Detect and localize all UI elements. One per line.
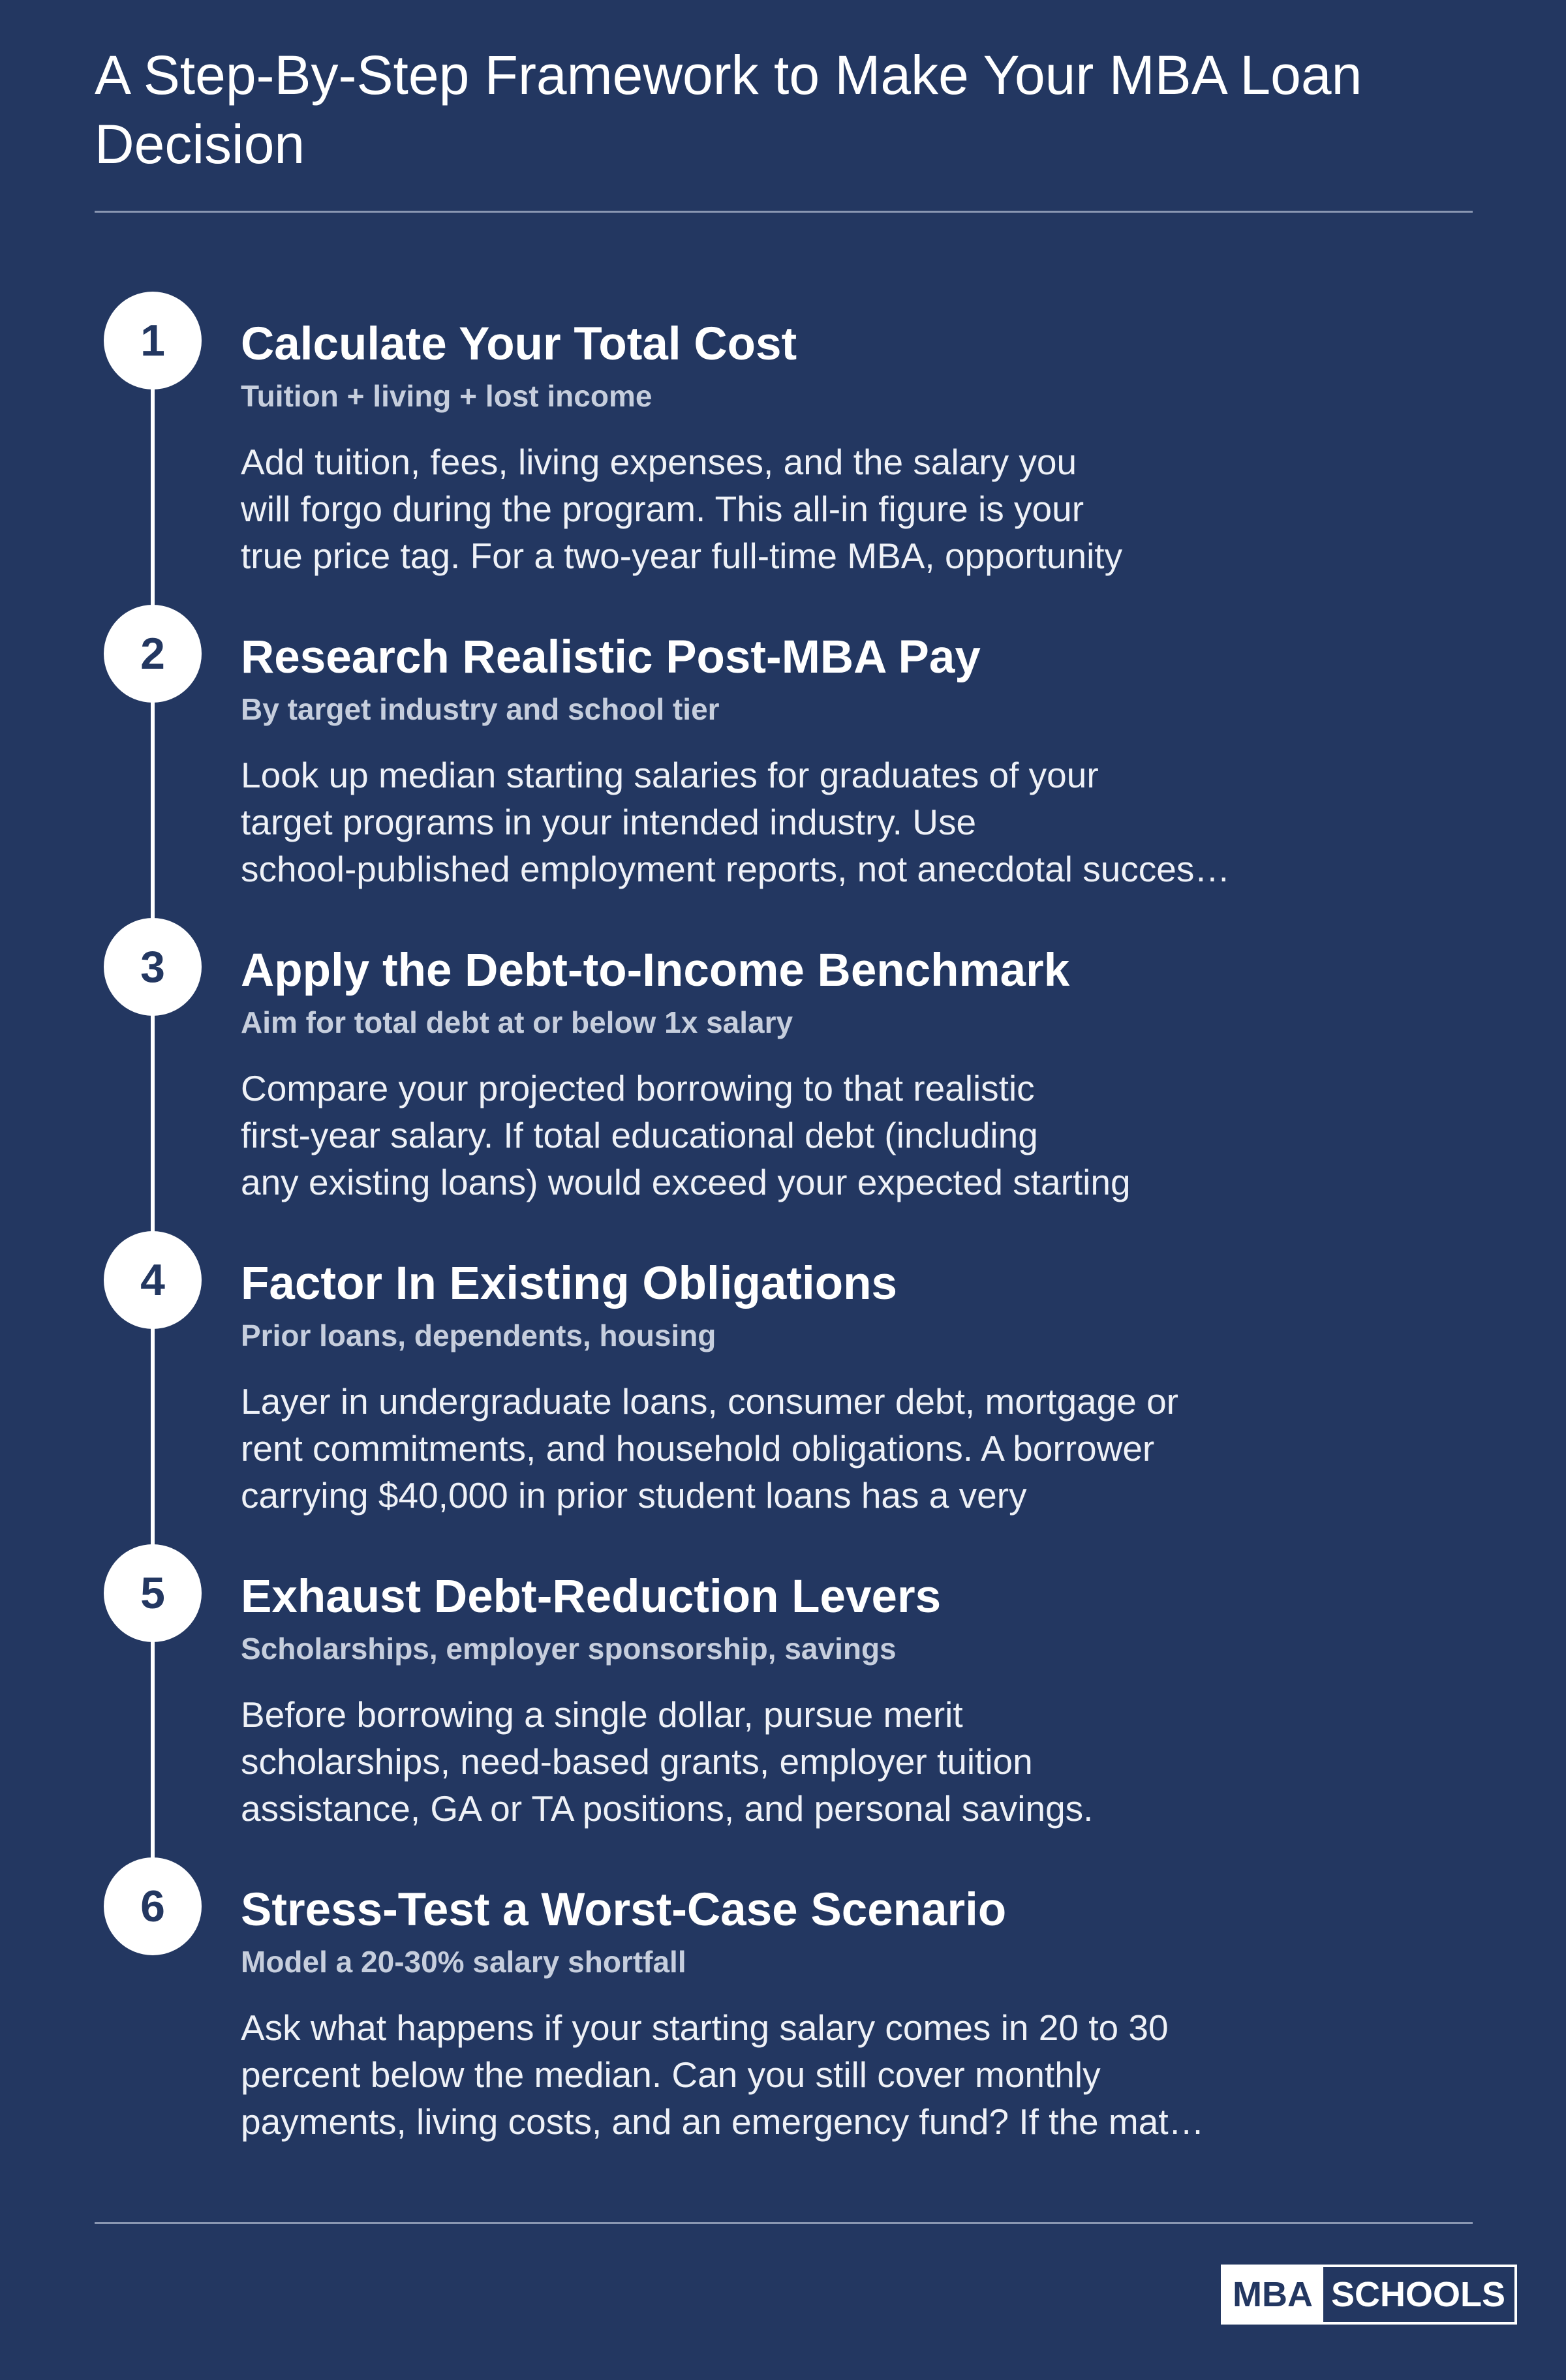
step-description	[241, 1065, 1285, 1206]
step-description-line: Look up median starting salaries for graduates of your	[241, 755, 1099, 795]
step-description-line: percent below the median. Can you still cover monthly	[241, 2054, 1101, 2095]
step-description	[241, 1378, 1285, 1519]
step-description-line: Ask what happens if your starting salary comes in 20 to 30	[241, 2007, 1169, 2048]
step-title: Stress-Test a Worst-Case Scenario	[241, 1884, 1007, 1936]
step-description	[241, 752, 1285, 892]
step-title: Exhaust Debt-Reduction Levers	[241, 1571, 942, 1623]
step-subtitle: Prior loans, dependents, housing	[241, 1319, 716, 1352]
top-divider	[95, 211, 1473, 213]
step-title: Apply the Debt-to-Income Benchmark	[241, 945, 1070, 996]
step-description-line: will forgo during the program. This all-in figure is your	[241, 489, 1084, 529]
step-description-line: Before borrowing a single dollar, pursue merit	[241, 1694, 963, 1735]
step-title: Research Realistic Post-MBA Pay	[241, 632, 981, 683]
step-subtitle: Model a 20-30% salary shortfall	[241, 1945, 686, 1979]
step-number-badge: 5	[104, 1544, 202, 1642]
step-description-line: any existing loans) would exceed your expected starting	[241, 1162, 1131, 1202]
step-description-line: first-year salary. If total educational debt (including	[241, 1115, 1038, 1155]
step-subtitle: Aim for total debt at or below 1x salary	[241, 1005, 793, 1039]
bottom-divider	[95, 2222, 1473, 2224]
step-title: Factor In Existing Obligations	[241, 1258, 897, 1309]
step-4	[0, 1231, 1566, 1516]
step-description-line: true price tag. For a two-year full-time MBA, opportunity	[241, 536, 1123, 576]
step-subtitle: Tuition + living + lost income	[241, 379, 652, 413]
step-number-badge: 4	[104, 1231, 202, 1329]
step-5	[0, 1544, 1566, 1829]
step-subtitle: Scholarships, employer sponsorship, savings	[241, 1632, 897, 1666]
step-description	[241, 1691, 1285, 1832]
mba-schools-logo	[1221, 2265, 1517, 2325]
step-subtitle: By target industry and school tier	[241, 692, 720, 726]
step-description-line: assistance, GA or TA positions, and personal savings.	[241, 1788, 1094, 1829]
step-description	[241, 438, 1285, 579]
step-number-badge: 3	[104, 918, 202, 1016]
step-title: Calculate Your Total Cost	[241, 318, 797, 370]
step-number-badge: 1	[104, 292, 202, 389]
page-title	[95, 40, 1400, 179]
step-description	[241, 2004, 1285, 2145]
page-title-line-1: A Step-By-Step Framework to Make Your MBA Loan	[95, 44, 1362, 106]
step-2	[0, 605, 1566, 889]
logo-mba-text: MBA	[1223, 2267, 1323, 2322]
step-description-line: Add tuition, fees, living expenses, and the salary you	[241, 442, 1077, 482]
step-description-line: rent commitments, and household obligations. A borrower	[241, 1428, 1155, 1469]
logo-schools-text: SCHOOLS	[1323, 2267, 1514, 2322]
step-description-line: Layer in undergraduate loans, consumer debt, mortgage or	[241, 1381, 1178, 1422]
page-title-line-2: Decision	[95, 114, 305, 175]
step-description-line: school-published employment reports, not anecdotal succes…	[241, 849, 1231, 889]
step-description-line: target programs in your intended industry. Use	[241, 802, 977, 842]
step-description-line: carrying $40,000 in prior student loans has a very	[241, 1475, 1027, 1516]
step-1	[0, 292, 1566, 576]
step-description-line: Compare your projected borrowing to that realistic	[241, 1068, 1035, 1108]
step-3	[0, 918, 1566, 1202]
step-6	[0, 1857, 1566, 2142]
step-description-line: payments, living costs, and an emergency fund? If the mat…	[241, 2101, 1205, 2142]
step-number-badge: 2	[104, 605, 202, 703]
step-number-badge: 6	[104, 1857, 202, 1955]
step-description-line: scholarships, need-based grants, employer tuition	[241, 1741, 1033, 1782]
